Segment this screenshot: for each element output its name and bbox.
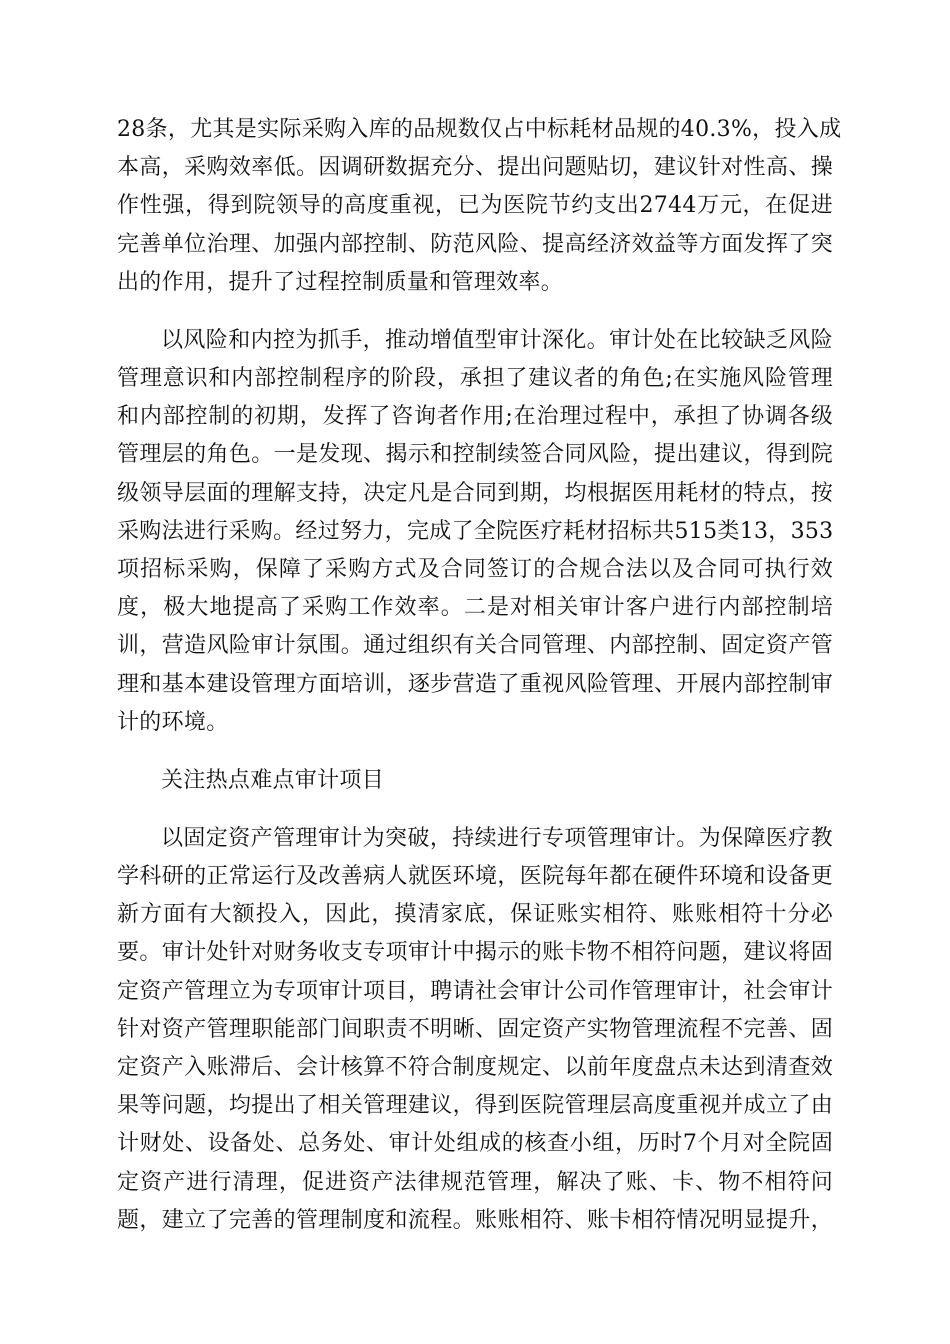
- paragraph-3-line-6: 针对资产管理职能部门间职责不明晰、固定资产实物管理流程不完善、固: [117, 1017, 833, 1042]
- paragraph-2-line-3: 和内部控制的初期，发挥了咨询者作用;在治理过程中，承担了协调各级: [117, 404, 833, 429]
- paragraph-3-line-3: 新方面有大额投入，因此，摸清家底，保证账实相符、账账相符十分必: [117, 902, 833, 927]
- paragraph-1-line-4: 完善单位治理、加强内部控制、防范风险、提高经济效益等方面发挥了突: [117, 232, 833, 257]
- paragraph-3-line-10: 定资产进行清理，促进资产法律规范管理，解决了账、卡、物不相符问: [117, 1170, 833, 1195]
- paragraph-1-line-1: 28条，尤其是实际采购入库的品规数仅占中标耗材品规的40.3%，投入成: [117, 117, 842, 142]
- paragraph-3-line-4: 要。审计处针对财务收支专项审计中揭示的账卡物不相符问题，建议将固: [117, 940, 833, 965]
- paragraph-3-line-7: 定资产入账滞后、会计核算不符合制度规定、以前年度盘点未达到清查效: [117, 1055, 833, 1080]
- paragraph-2-line-8: 度，极大地提高了采购工作效率。二是对相关审计客户进行内部控制培: [117, 595, 833, 620]
- paragraph-3-line-5: 定资产管理立为专项审计项目，聘请社会审计公司作管理审计，社会审计: [117, 979, 833, 1004]
- paragraph-1-line-5: 出的作用，提升了过程控制质量和管理效率。: [117, 270, 564, 295]
- paragraph-2-line-7: 项招标采购，保障了采购方式及合同签订的合规合法以及合同可执行效: [117, 557, 833, 582]
- paragraph-2-line-6: 采购法进行采购。经过努力，完成了全院医疗耗材招标共515类13，353: [117, 519, 834, 544]
- paragraph-3-line-1: 以固定资产管理审计为突破，持续进行专项管理审计。为保障医疗教: [161, 826, 833, 851]
- paragraph-3-line-9: 计财处、设备处、总务处、审计处组成的核查小组，历时7个月对全院固: [117, 1131, 833, 1156]
- paragraph-2-line-4: 管理层的角色。一是发现、揭示和控制续签合同风险，提出建议，得到院: [117, 442, 833, 467]
- paragraph-1-line-3: 作性强，得到院领导的高度重视，已为医院节约支出2744万元，在促进: [117, 193, 833, 218]
- paragraph-3-line-11: 题，建立了完善的管理制度和流程。账账相符、账卡相符情况明显提升，: [117, 1208, 833, 1233]
- paragraph-3-line-8: 果等问题，均提出了相关管理建议，得到医院管理层高度重视并成立了由: [117, 1093, 833, 1118]
- paragraph-2-line-2: 管理意识和内部控制程序的阶段，承担了建议者的角色;在实施风险管理: [117, 366, 833, 391]
- paragraph-2-line-1: 以风险和内控为抓手，推动增值型审计深化。审计处在比较缺乏风险: [161, 328, 833, 353]
- paragraph-3-line-2: 学科研的正常运行及改善病人就医环境，医院每年都在硬件环境和设备更: [117, 864, 833, 889]
- paragraph-2-line-10: 理和基本建设管理方面培训，逐步营造了重视风险管理、开展内部控制审: [117, 672, 833, 697]
- paragraph-2-line-11: 计的环境。: [117, 710, 229, 735]
- paragraph-2-line-5: 级领导层面的理解支持，决定凡是合同到期，均根据医用耗材的特点，按: [117, 481, 833, 506]
- section-heading: 关注热点难点审计项目: [161, 768, 385, 793]
- paragraph-1-line-2: 本高，采购效率低。因调研数据充分、提出问题贴切，建议针对性高、操: [117, 155, 833, 180]
- paragraph-2-line-9: 训，营造风险审计氛围。通过组织有关合同管理、内部控制、固定资产管: [117, 633, 833, 658]
